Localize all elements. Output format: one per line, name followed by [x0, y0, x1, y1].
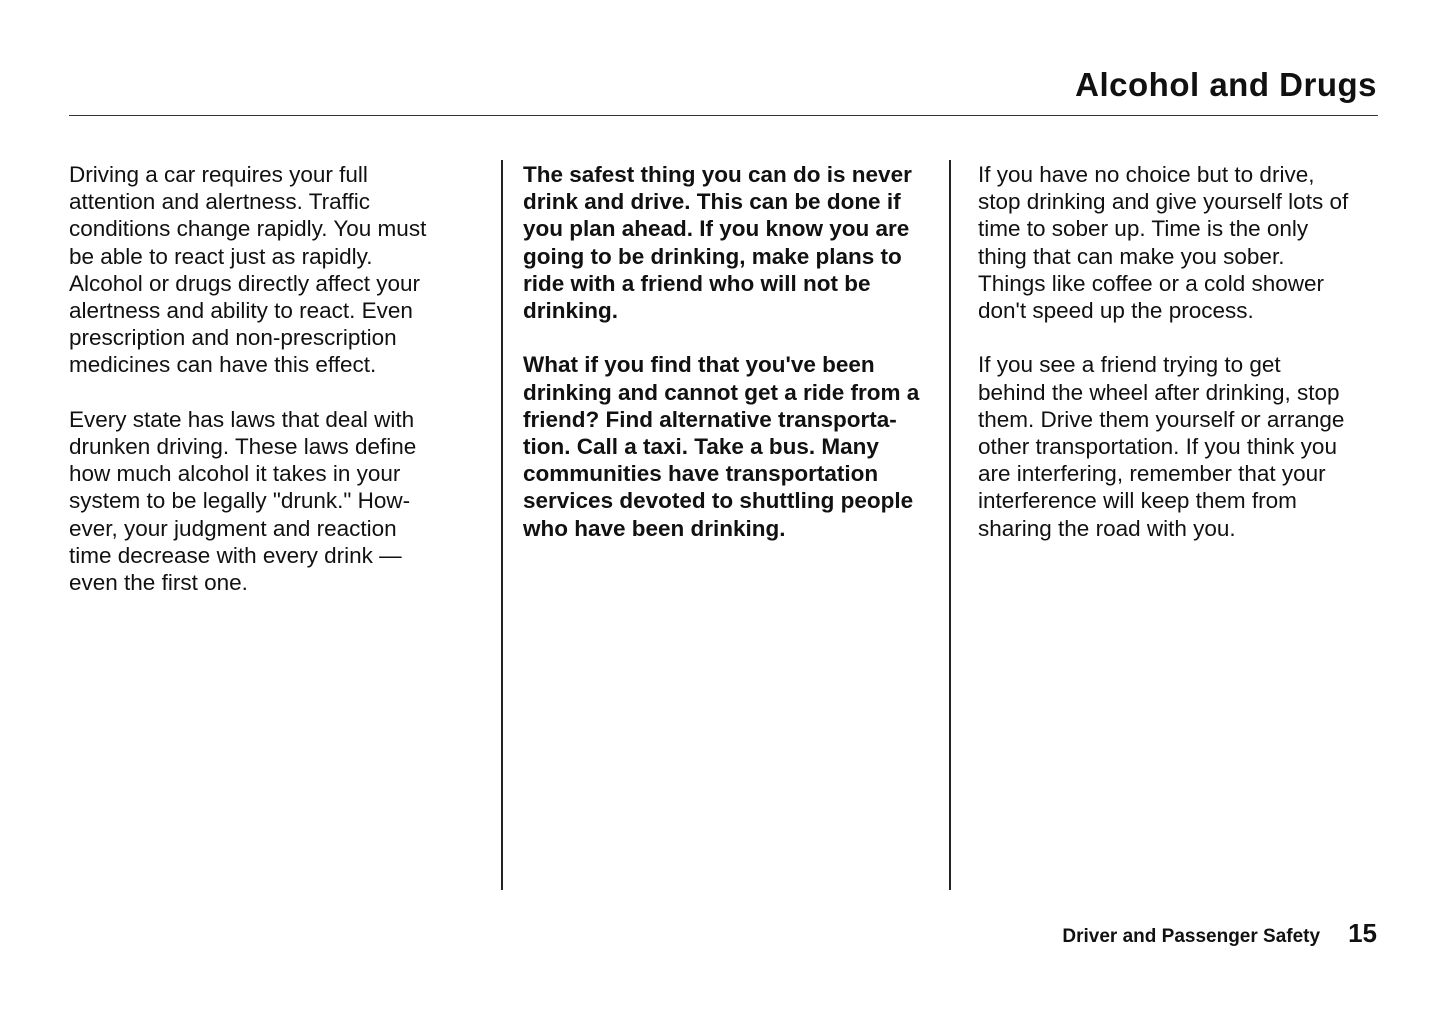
text-line: attention and alertness. Traffic: [69, 189, 371, 215]
text-line: Driving a car requires your full: [69, 162, 368, 187]
text-line: Every state has laws that deal with: [69, 406, 415, 432]
text-line: friend? Find alternative transporta-: [523, 406, 897, 432]
text-line: behind the wheel after drinking, stop: [978, 379, 1340, 405]
text-line: going to be drinking, make plans to: [523, 243, 902, 269]
text-line: sharing the road with you.: [978, 515, 1236, 541]
text-line: drink and drive. This can be done if: [523, 189, 901, 215]
text-line: how much alcohol it takes in your: [69, 461, 401, 487]
column-divider: [949, 160, 951, 890]
text-line: don't speed up the process.: [978, 298, 1254, 324]
paragraph-state-laws: [69, 406, 426, 596]
text-line: interference will keep them from: [978, 488, 1297, 514]
text-line: The safest thing you can do is never: [523, 162, 912, 187]
text-line: services devoted to shuttling people: [523, 488, 914, 514]
text-line: What if you find that you've been: [523, 352, 875, 378]
paragraph-no-choice: [978, 161, 1348, 324]
page-number: 15: [1348, 918, 1377, 948]
text-line: conditions change rapidly. You must: [69, 216, 427, 242]
text-line: ever, your judgment and reaction: [69, 515, 397, 541]
text-line: drunken driving. These laws define: [69, 434, 417, 460]
text-line: drinking.: [523, 298, 618, 324]
text-line: time decrease with every drink —: [69, 542, 402, 568]
text-line: you plan ahead. If you know you are: [523, 216, 910, 242]
column-middle: [523, 161, 919, 569]
column-right: [978, 161, 1348, 569]
text-line: are interfering, remember that your: [978, 461, 1326, 487]
text-line: medicines can have this effect.: [69, 352, 377, 378]
page-footer: [1062, 918, 1377, 949]
text-line: thing that can make you sober.: [978, 243, 1285, 269]
paragraph-driving-attention: [69, 161, 426, 379]
text-line: time to sober up. Time is the only: [978, 216, 1309, 242]
text-line: other transportation. If you think you: [978, 434, 1337, 460]
text-line: who have been drinking.: [523, 515, 786, 541]
paragraph-safest-thing: [523, 161, 919, 324]
text-line: drinking and cannot get a ride from a: [523, 379, 920, 405]
text-line: system to be legally "drunk." How-: [69, 488, 411, 514]
text-line: If you have no choice but to drive,: [978, 162, 1315, 187]
text-line: stop drinking and give yourself lots of: [978, 189, 1349, 215]
text-line: communities have transportation: [523, 461, 879, 487]
text-line: tion. Call a taxi. Take a bus. Many: [523, 434, 879, 460]
text-line: Things like coffee or a cold shower: [978, 270, 1325, 296]
paragraph-friend-driving: [978, 351, 1348, 541]
footer-section-title: Driver and Passenger Safety: [1062, 926, 1321, 947]
text-line: Alcohol or drugs directly affect your: [69, 270, 421, 296]
text-line: ride with a friend who will not be: [523, 270, 871, 296]
column-left: [69, 161, 426, 623]
title-divider: [69, 115, 1378, 116]
page-title: Alcohol and Drugs: [1075, 66, 1377, 103]
text-line: prescription and non-prescription: [69, 325, 397, 351]
column-divider: [501, 160, 503, 890]
text-line: even the first one.: [69, 570, 248, 596]
text-line: If you see a friend trying to get: [978, 352, 1281, 378]
paragraph-alternative-transport: [523, 351, 919, 541]
text-line: alertness and ability to react. Even: [69, 298, 413, 324]
text-line: be able to react just as rapidly.: [69, 243, 373, 269]
text-line: them. Drive them yourself or arrange: [978, 406, 1345, 432]
